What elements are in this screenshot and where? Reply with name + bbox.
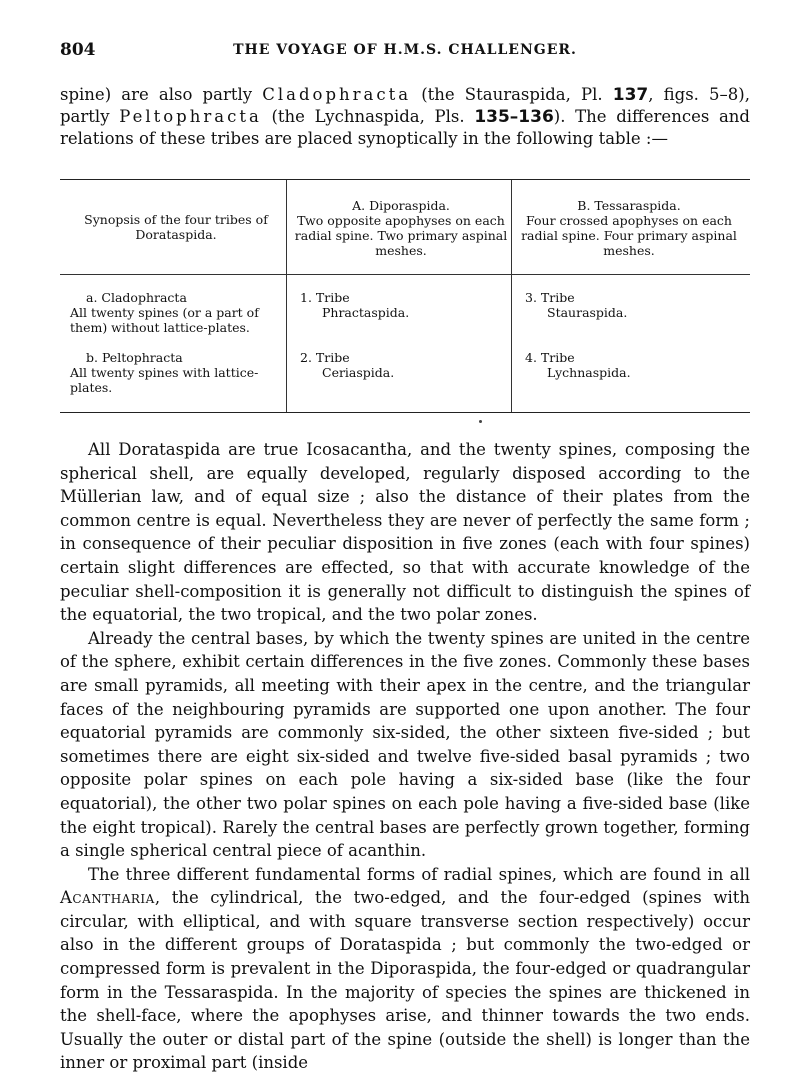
- cell-ceriaspida: [300, 350, 500, 380]
- paragraph-radial-spines: [60, 863, 750, 1075]
- tribe-name-ceriaspida: Ceriaspida.: [322, 365, 395, 380]
- tessaraspida-title: B. Tessaraspida.: [577, 198, 681, 213]
- intro-text-1: spine) are also partly: [60, 85, 263, 104]
- plate-ref-137: 137: [612, 85, 649, 105]
- tessaraspida-description: Four crossed apophyses on each radial spine. Four primary aspinal meshes.: [521, 213, 737, 258]
- peltophracta-label: b. Peltophracta: [86, 350, 183, 365]
- table-divider: [286, 180, 287, 412]
- tribe-name-phractaspida: Phractaspida.: [322, 305, 410, 320]
- row-label-peltophracta: [70, 350, 284, 395]
- table-header-tessaraspida: [518, 198, 740, 258]
- table-divider: [511, 180, 512, 412]
- intro-paragraph: [60, 84, 750, 150]
- tribe-number-1: 1. Tribe: [300, 290, 350, 305]
- cell-lychnaspida: [525, 350, 735, 380]
- page-header: [60, 40, 750, 64]
- tribe-name-stauraspida: Stauraspida.: [547, 305, 628, 320]
- cladophracta-description: All twenty spines (or a part of them) without lattice-plates.: [70, 305, 259, 335]
- term-peltophracta: Peltophracta: [119, 107, 262, 126]
- body-text: [60, 438, 750, 1075]
- intro-text-2: (the Stauraspida, Pl.: [411, 85, 613, 104]
- diporaspida-title: A. Diporaspida.: [352, 198, 450, 213]
- tribe-number-3: 3. Tribe: [525, 290, 575, 305]
- table-header-diporaspida: [294, 198, 508, 258]
- tribe-name-lychnaspida: Lychnaspida.: [547, 365, 631, 380]
- paragraph-central-bases: Already the central bases, by which the twenty spines are united in the centre of the sphere, exhibit certain differences in the five zones. Commonly these bases are small pyramids, all meeting with their apex in the centre, and the triangular faces of the neighbouring pyramids are supported one upon another. The four equatorial pyramids are commonly six-sided, the other sixteen five-sided ; but sometimes there are eight six-sided and twelve five-sided basal pyramids ; two opposite polar spines on each pole having a six-sided base (like the four equatorial), the other two polar spines on each pole having a five-sided base (like the eight tropical). Rarely the central bases are perfectly grown together, forming a single spherical central piece of acanthin.: [60, 628, 750, 861]
- intro-text-3: , figs. 5–8), partly: [60, 85, 750, 126]
- table-header-synopsis: Synopsis of the four tribes of Dorataspida.: [84, 212, 268, 242]
- peltophracta-description: All twenty spines with lattice-plates.: [70, 365, 259, 395]
- stray-mark: [479, 420, 482, 423]
- intro-text-5: ). The differences and relations of these tribes are placed synoptically in the following table :—: [60, 107, 750, 148]
- table-header-rule: [60, 274, 750, 275]
- spines-text-start: The three different fundamental forms of radial spines, which are found in all: [88, 864, 750, 884]
- term-acantharia: Acantharia: [60, 888, 155, 908]
- spines-text-rest: , the cylindrical, the two-edged, and the four-edged (spines with circular, with elliptical, and with square transverse section respectively) occur also in the different groups of Dorataspida ; but commonly the two-edged or compressed form is prevalent in the Diporaspida, the four-edged or quadrangular form in the Tessaraspida. In the majority of species the spines are thickened in the shell-face, where the apophyses arise, and thinner towards the two ends. Usually the outer or distal part of the spine (outside the shell) is longer than the inner or proximal part (inside: [60, 888, 750, 1073]
- tribe-number-4: 4. Tribe: [525, 350, 575, 365]
- paragraph-dorataspida-icosacantha: All Dorataspida are true Icosacantha, and the twenty spines, composing the spherical shell, are equally developed, regularly disposed according to the Müllerian law, and of equal size ; also the distance of their plates from the common centre is equal. Nevertheless they are never of perfectly the same form ; in consequence of their peculiar disposition in five zones (each with four spines) certain slight differences are effected, so that with accurate knowledge of the peculiar shell-composition it is generally not difficult to distinguish the spines of the equatorial, the two tropical, and the two polar zones.: [60, 440, 750, 625]
- tribe-number-2: 2. Tribe: [300, 350, 350, 365]
- plate-ref-135-136: 135–136: [474, 107, 554, 127]
- cell-phractaspida: [300, 290, 500, 320]
- diporaspida-description: Two opposite apophyses on each radial spine. Two primary aspinal meshes.: [294, 213, 508, 258]
- page-number: 804: [60, 40, 96, 60]
- running-head: THE VOYAGE OF H.M.S. CHALLENGER.: [233, 42, 577, 58]
- intro-text-4: (the Lychnaspida, Pls.: [261, 107, 475, 126]
- row-label-cladophracta: [70, 290, 284, 335]
- term-cladophracta: Cladophracta: [262, 85, 412, 104]
- cell-stauraspida: [525, 290, 735, 320]
- cladophracta-label: a. Cladophracta: [86, 290, 187, 305]
- synopsis-table: [60, 179, 750, 413]
